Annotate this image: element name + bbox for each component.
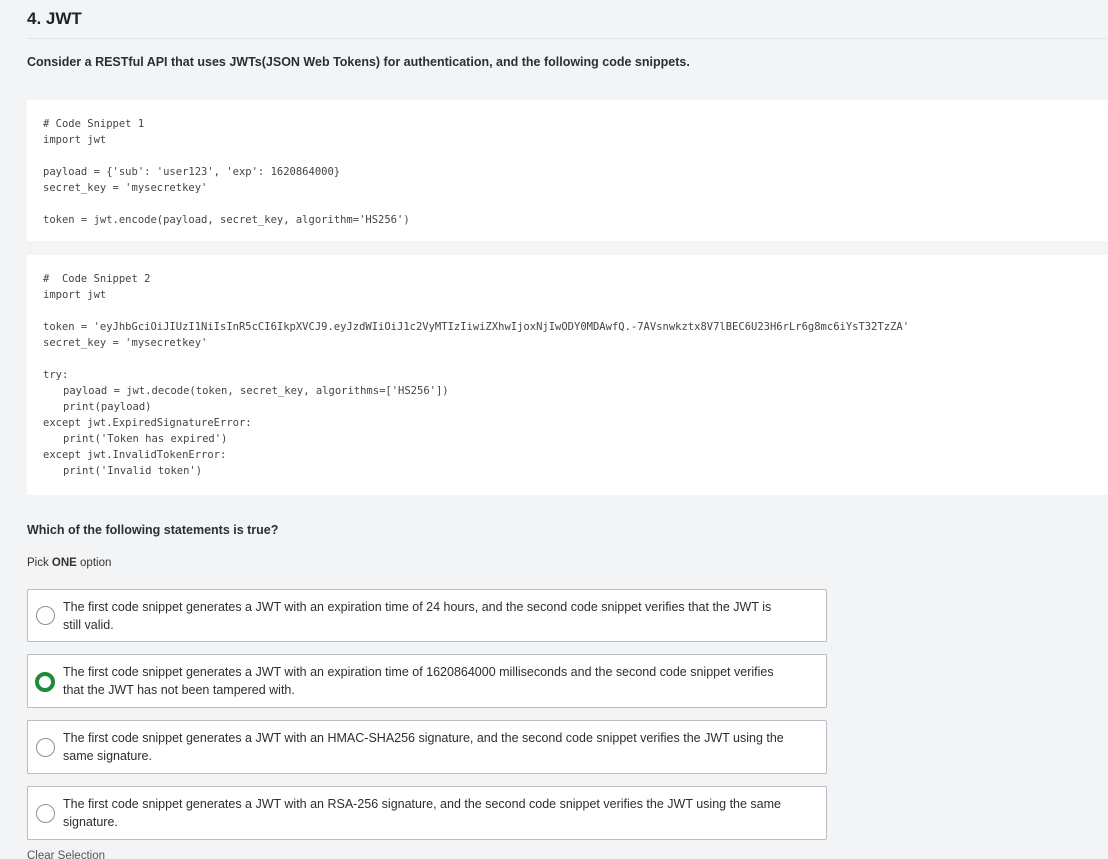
code-line: print(payload) (63, 401, 152, 413)
code-line: print('Invalid token') (63, 465, 203, 477)
code-line: import jwt (43, 289, 107, 301)
option-text: The first code snippet generates a JWT with an HMAC-SHA256 signature, and the second code snippet verifies the JWT using the same signature. (63, 731, 784, 763)
code-line: token = 'eyJhbGciOiJIUzI1NiIsInR5cCI6IkpXVCJ9.eyJzdWIiOiJ1c2VyMTIzIiwiZXhwIjoxNjIwODY0MDAwfQ.-7AVsnwkztx8V7lBEC6U23H6rLr6g8mc6iYsT32TzZA' (43, 321, 910, 333)
option-text: The first code snippet generates a JWT with an RSA-256 signature, and the second code snippet verifies the JWT using the same signature. (63, 797, 781, 829)
code-snippet-2 (27, 255, 1108, 495)
radio-button[interactable] (36, 606, 55, 625)
code-line: try: (43, 369, 69, 381)
pick-suffix: option (76, 557, 112, 569)
code-line: # Code Snippet 1 (43, 118, 145, 130)
code-line: payload = jwt.decode(token, secret_key, algorithms=['HS256']) (63, 385, 449, 397)
pick-count: ONE (51, 557, 77, 569)
answer-option-1[interactable] (27, 589, 827, 642)
pick-instruction (27, 557, 111, 569)
answer-option-4[interactable] (27, 786, 827, 840)
code-line: secret_key = 'mysecretkey' (43, 337, 208, 349)
answer-option-2[interactable] (27, 654, 827, 708)
code-line: # Code Snippet 2 (43, 273, 151, 285)
radio-button-selected[interactable] (35, 672, 55, 692)
title-divider (27, 38, 1108, 39)
code-line: except jwt.InvalidTokenError: (43, 449, 227, 461)
code-line: import jwt (43, 134, 107, 146)
pick-prefix: Pick (27, 557, 52, 569)
question-prompt: Which of the following statements is true? (27, 523, 279, 537)
code-line: secret_key = 'mysecretkey' (43, 182, 208, 194)
radio-button[interactable] (36, 804, 55, 823)
clear-selection-link[interactable]: Clear Selection (27, 850, 105, 859)
code-line: print('Token has expired') (63, 433, 228, 445)
answer-option-3[interactable] (27, 720, 827, 774)
option-text: The first code snippet generates a JWT with an expiration time of 24 hours, and the second code snippet verifies that the JWT is still valid. (63, 600, 772, 632)
question-title: 4. JWT (27, 9, 82, 28)
code-line: payload = {'sub': 'user123', 'exp': 1620864000} (43, 166, 341, 178)
question-intro: Consider a RESTful API that uses JWTs(JSON Web Tokens) for authentication, and the following code snippets. (27, 55, 690, 69)
radio-button[interactable] (36, 738, 55, 757)
code-snippet-1 (27, 100, 1108, 241)
code-line: except jwt.ExpiredSignatureError: (43, 417, 252, 429)
option-text: The first code snippet generates a JWT with an expiration time of 1620864000 milliseconds and the second code snippet verifies that the JWT has not been tampered with. (63, 665, 774, 697)
code-line: token = jwt.encode(payload, secret_key, algorithm='HS256') (43, 214, 410, 226)
